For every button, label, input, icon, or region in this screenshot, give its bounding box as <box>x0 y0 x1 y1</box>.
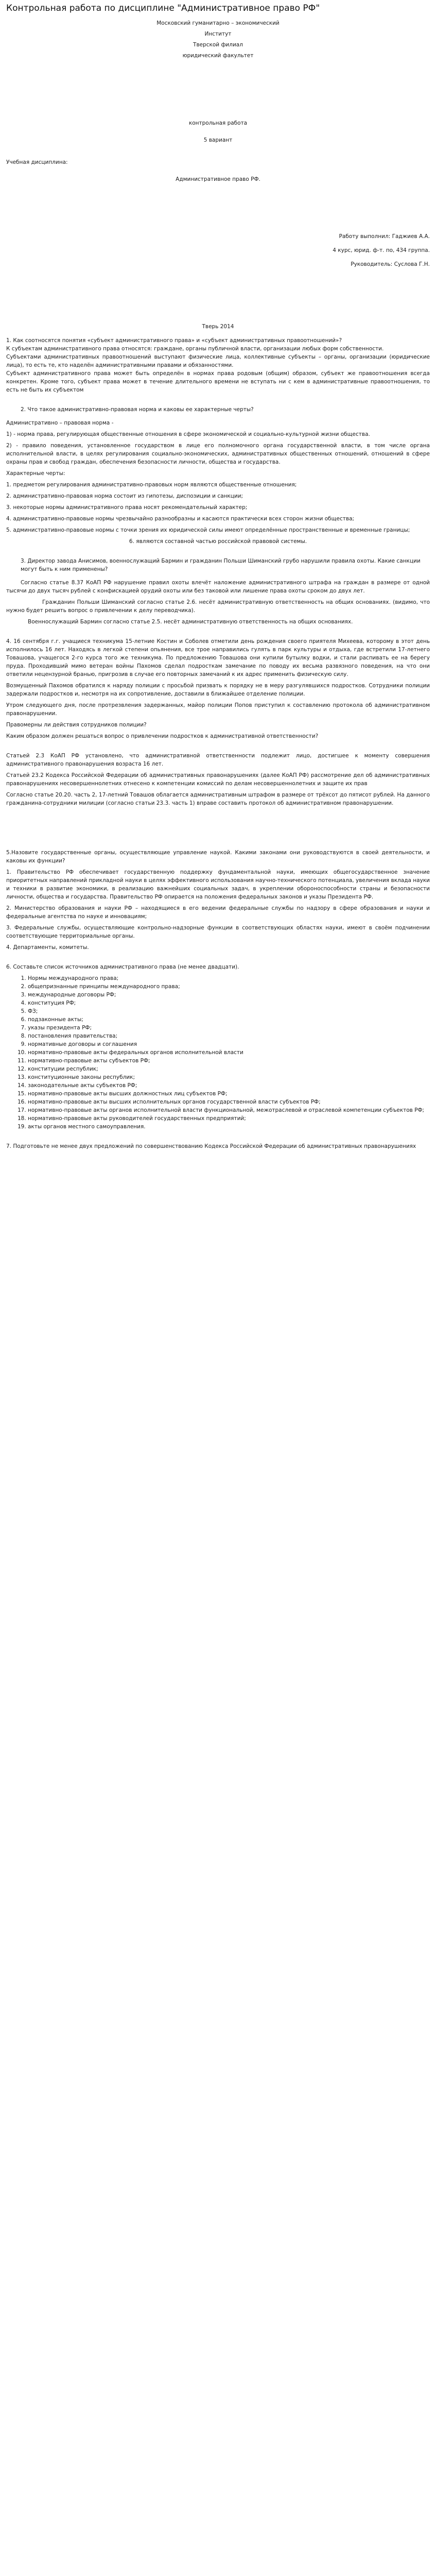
q2-paragraph: 1) - норма права, регулирующая общественные отношения в сфере экономической и социально-культурной жизни общества. <box>6 431 370 437</box>
q2-trait: 5. административно-правовые нормы с точки зрения их юридической силы имеют определённые пространственные и временные границы; <box>6 527 410 533</box>
city-year: Тверь 2014 <box>202 324 234 330</box>
q4-paragraph: Правомерны ли действия сотрудников полиции? <box>6 722 147 728</box>
q4-paragraph: Утром следующего дня, после протрезвления задержанных, майор полиции Попов приступил к составлению протокола об административном правонарушении. <box>6 702 430 717</box>
q5-paragraph: 4. Департаменты, комитеты. <box>6 944 89 951</box>
course: 4 курс, юрид. ф-т. по, 434 группа. <box>333 247 430 253</box>
q2-trait: 6. являются составной частью российской правовой системы. <box>129 538 307 545</box>
list-item: 4. конституция РФ; <box>28 999 430 1007</box>
list-item: 9. нормативные договоры и соглашения <box>28 1040 430 1048</box>
q5-paragraph: 3. Федеральные службы, осуществляющие контрольно-надзорные функции в соответствующих областях науки, имеют в своём подчинении соответствующие территориальные органы. <box>6 925 430 939</box>
section-q5 <box>6 849 430 952</box>
institution: Московский гуманитарно – экономический <box>156 20 280 26</box>
sources-list <box>6 974 430 1131</box>
section-q3 <box>6 557 430 626</box>
q4-paragraph: Согласно статье 20.20. часть 2, 17-летний Товашов облагается административным штрафом в размере от трёхсот до пятисот рублей. На данного гражданина-сотрудники милиции (согласно статьи 23.3. часть 1) вправе составить протокол об административном правонарушении. <box>6 792 430 806</box>
faculty: юридический факультет <box>182 53 254 59</box>
question-1: 1. Как соотносятся понятия «субъект административного права» и «субъект административных правоотношений»? <box>6 337 342 344</box>
branch: Тверской филиал <box>193 42 243 48</box>
document-page <box>0 0 436 1161</box>
list-item: 18. нормативно-правовые акты руководителей государственных предприятий; <box>28 1114 430 1123</box>
question-7: 7. Подготовьте не менее двух предложений по совершенствованию Кодекса Российской Федерации об административных правонарушениях <box>6 1143 416 1149</box>
list-item: 10. нормативно-правовые акты федеральных органов исполнительной власти <box>28 1048 430 1057</box>
q4-paragraph: Каким образом должен решаться вопрос о привлечении подростков к административной ответственности? <box>6 733 319 739</box>
q5-paragraph: 2. Министерство образования и науки РФ – находящиеся в его ведении федеральные службы по надзору в сфере образования и науки и федеральные агентства по науке и инновациям; <box>6 905 430 920</box>
question-6: 6. Составьте список источников административного права (не менее двадцати). <box>6 964 239 970</box>
list-item: 7. указы президента РФ; <box>28 1024 430 1032</box>
list-item: 2. общепризнанные принципы международного права; <box>28 982 430 991</box>
q1-paragraph: Субъект административного права может быть определён в нормах права родовым (общим) образом, субъект же правоотношения всегда конкретен. Кроме того, субъект права может в течение длительного времени не вступать ни с кем в административные правоотношения, то есть не быть их субъектом <box>6 370 430 393</box>
title-page <box>6 18 430 332</box>
q4-paragraph: Возмущенный Пахомов обратился к наряду полиции с просьбой призвать к порядку не в меру разгулявшихся подростков. Сотрудники полиции задержали подростков и, несмотря на их сопротивление, доставили в ближайшее отделение полиции. <box>6 683 430 697</box>
section-q1 <box>6 336 430 394</box>
q2-trait: 1. предметом регулирования административно-правовых норм являются общественные отношения; <box>6 482 297 488</box>
q1-paragraph: К субъектам административного права относятся: граждане, органы публичной власти, организации любых форм собственности. <box>6 346 384 352</box>
q4-paragraph: Статьей 23.2 Кодекса Российской Федерации об административных правонарушениях (далее КоАП РФ) рассмотрение дел об административных правонарушениях несовершеннолетних отнесено к компетенции комиссий по делам несовершеннолетних и защите их прав <box>6 772 430 787</box>
author: Работу выполнил: Гаджиев А.А. <box>339 233 430 240</box>
section-q2 <box>6 405 430 546</box>
list-item: 14. законодательные акты субъектов РФ; <box>28 1081 430 1090</box>
question-5: 5.Назовите государственные органы, осуществляющие управление наукой. Какими законами они руководствуются в своей деятельности, и каковы их функции? <box>6 850 430 864</box>
document-title: Контрольная работа по дисциплине "Административное право РФ" <box>6 3 320 13</box>
q3-paragraph: Гражданин Польши Шиманский согласно статье 2.6. несёт административную ответственность на общих основаниях. (видимо, что нужно будет решить вопрос о привлечении к делу переводчика). <box>6 599 430 614</box>
q5-paragraph: 1. Правительство РФ обеспечивает государственную поддержку фундаментальной науки, имеющих общегосударственное значение приоритетных направлений прикладной науки в целях эффективного использования научно-технического потенциала, увеличения вклада науки и техники в развитие экономики, в реализацию важнейших социальных задач, в укреплении обороноспособности страны и безопасности личности, общества и государства. Правительство РФ опирается на положения федеральных законов и указы Президента РФ. <box>6 869 430 900</box>
list-item: 8. постановления правительства; <box>28 1032 430 1040</box>
q1-paragraph: Субъектами административных правоотношений выступают физические лица, коллективные субъекты – органы, организации (юридические лица), то есть те, кто наделён административными правами и обязанностями. <box>6 354 430 368</box>
list-item: 13. конституционные законы республик; <box>28 1073 430 1081</box>
q2-trait: 4. административно-правовые нормы чрезвычайно разнообразны и касаются практически всех сторон жизни общества; <box>6 516 355 522</box>
discipline-label: Учебная дисциплина: <box>6 159 68 165</box>
q3-paragraph: Военнослужащий Бармин согласно статье 2.5. несёт административную ответственность на общих основаниях. <box>28 619 353 625</box>
q2-trait: 2. административно-правовая норма состоит из гипотезы, диспозиции и санкции; <box>6 493 243 499</box>
section-q4 <box>6 637 430 807</box>
work-type: контрольная работа <box>188 120 248 126</box>
list-item: 5. ФЗ; <box>28 1007 430 1015</box>
q4-paragraph: Статьей 2.3 КоАП РФ установлено, что административной ответственности подлежит лицо, достигшее к моменту совершения административного правонарушения возраста 16 лет. <box>6 753 430 767</box>
q3-paragraph: Согласно статье 8.37 КоАП РФ нарушение правил охоты влечёт наложение административного штрафа на граждан в размере от одной тысячи до двух тысяч рублей с конфискацией орудий охоты или без таковой или лишение права охоты сроком до двух лет. <box>6 580 430 594</box>
section-q7 <box>6 1142 430 1150</box>
list-item: 12. конституции республик; <box>28 1065 430 1073</box>
list-item: 15. нормативно-правовые акты высших должностных лиц субъектов РФ; <box>28 1090 430 1098</box>
list-item: 3. международные договоры РФ; <box>28 991 430 999</box>
variant: 5 вариант <box>203 137 233 143</box>
q2-paragraph: 2) - правило поведения, установленное государством в лице его полномочного органа государственной власти, в том числе органа исполнительной власти, в целях регулирования социально-экономических, административных общественных отношений, отношений в сфере охраны прав и свобод граждан, обеспечения безопасности личности, общества и государства. <box>6 443 430 465</box>
question-2: 2. Что такое административно-правовая норма и каковы ее характерные черты? <box>21 406 254 413</box>
question-4: 4. 16 сентября г.г. учащиеся техникума 15-летние Костин и Соболев отметили день рождения своего приятеля Михеева, которому в этот день исполнилось 16 лет. Находясь в легкой степени опьянения, все трое направились гулять в парк культуры и отдыха, где встретили 17-летнего Товашова, учащегося 2-го курса того же техникума. По предложению Товашова они купили бутылку водки, и стали распивать ее на берегу пруда. Проходивший мимо ветеран войны Пахомов сделал подросткам замечание по поводу их весьма развязного поведения, на что они ответили нецензурной бранью, пригрозив в случае его повторных замечаний к их адрес применить физическую силу. <box>6 638 430 677</box>
section-q6 <box>6 963 430 1131</box>
supervisor: Руководитель: Суслова Г.Н. <box>351 261 430 267</box>
list-item: 1. Нормы международного права; <box>28 974 430 982</box>
institution-line-2: Институт <box>204 31 232 37</box>
discipline: Административное право РФ. <box>176 176 260 182</box>
list-item: 16. нормативно-правовые акты высших исполнительных органов государственной власти субъектов РФ; <box>28 1098 430 1106</box>
list-item: 19. акты органов местного самоуправления. <box>28 1123 430 1131</box>
question-3: 3. Директор завода Анисимов, военнослужащий Бармин и гражданин Польши Шиманский грубо нарушили правила охоты. Какие санкции могут быть к ним применены? <box>21 558 421 572</box>
list-item: 17. нормативно-правовые акты органов исполнительной власти функциональной, межотраслевой и отраслевой компетенции субъектов РФ; <box>28 1106 430 1114</box>
q2-paragraph: Административно – правовая норма - <box>6 420 114 426</box>
q2-trait: 3. некоторые нормы административного права носят рекомендательный характер; <box>6 504 248 511</box>
list-item: 11. нормативно-правовые акты субъектов РФ; <box>28 1057 430 1065</box>
q2-paragraph: Характерные черты: <box>6 470 65 477</box>
list-item: 6. подзаконные акты; <box>28 1015 430 1024</box>
